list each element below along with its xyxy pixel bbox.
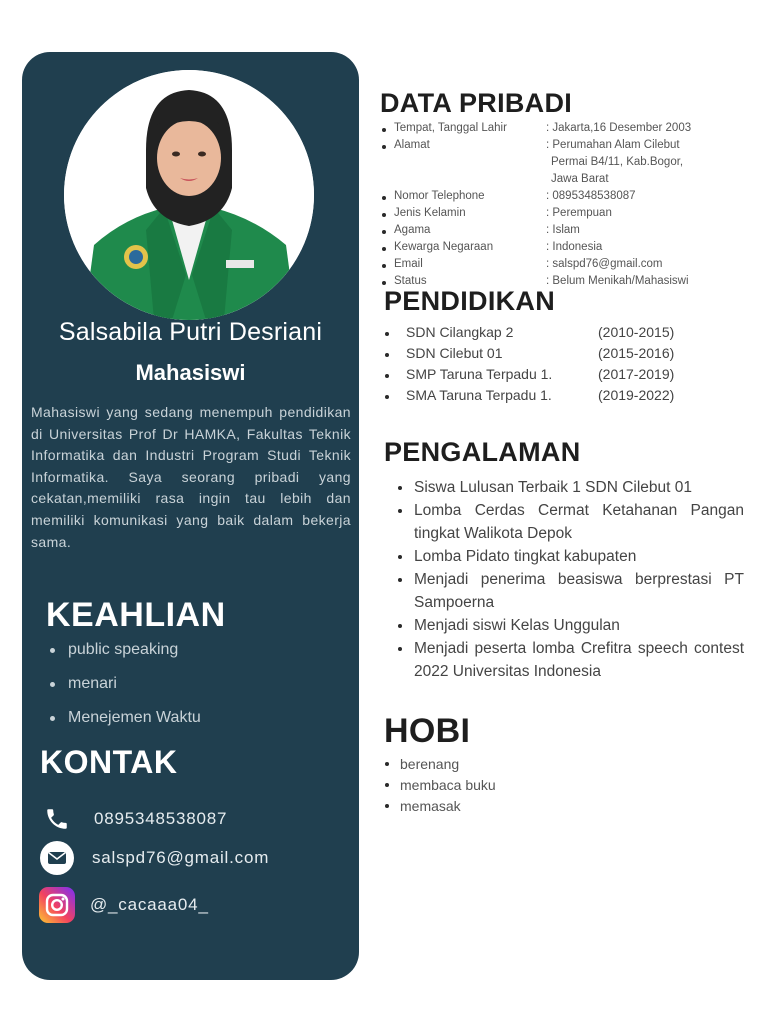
experience-heading: PENGALAMAN xyxy=(384,437,581,467)
education-row xyxy=(380,324,740,345)
personal-row xyxy=(380,258,740,275)
personal-value: : Perumahan Alam Cilebut Permai B4/11, Kab.Bogor, Jawa Barat xyxy=(546,139,684,185)
personal-row xyxy=(380,224,740,241)
profile-summary: Mahasiswi yang sedang menempuh pendidikan di Universitas Prof Dr HAMKA, Fakultas Teknik Informatika dan Industri Program Studi Teknik Informatika. Saya seorang pribadi yang cekatan,memiliki rasa ingin tau lebih dan memiliki komunikasi yang baik dalam bekerja sama. xyxy=(31,404,351,550)
contact-instagram[interactable] xyxy=(38,886,209,924)
hobby-item: berenang xyxy=(380,754,680,775)
hobby-heading: HOBI xyxy=(384,712,471,750)
personal-row xyxy=(380,139,740,190)
personal-label: Jenis Kelamin xyxy=(394,207,466,219)
personal-value: : Belum Menikah/Mahasiswi xyxy=(546,275,689,287)
experience-item: Siswa Lulusan Terbaik 1 SDN Cilebut 01 xyxy=(380,476,744,499)
personal-label: Tempat, Tanggal Lahir xyxy=(394,122,507,134)
sidebar xyxy=(22,52,359,980)
education-years: (2017-2019) xyxy=(598,366,675,382)
profile-role: Mahasiswi xyxy=(135,360,246,385)
personal-value: : salspd76@gmail.com xyxy=(546,258,663,270)
personal-data-list xyxy=(380,122,740,292)
profile-photo xyxy=(64,70,314,320)
skill-item: Menejemen Waktu xyxy=(48,707,201,741)
personal-label: Alamat xyxy=(394,139,430,151)
education-heading: PENDIDIKAN xyxy=(384,286,556,316)
personal-label: Nomor Telephone xyxy=(394,190,485,202)
education-school: SMP Taruna Terpadu 1. xyxy=(406,366,553,382)
contact-phone[interactable] xyxy=(38,800,227,838)
experience-item: Menjadi peserta lomba Crefitra speech contest 2022 Universitas Indonesia xyxy=(380,637,744,683)
personal-heading: DATA PRIBADI xyxy=(380,88,573,118)
experience-list xyxy=(380,476,744,683)
personal-row xyxy=(380,122,740,139)
portrait-illustration xyxy=(64,70,314,320)
hobby-item: membaca buku xyxy=(380,775,680,796)
personal-value: : Perempuan xyxy=(546,207,612,219)
personal-value: : Islam xyxy=(546,224,580,236)
personal-row xyxy=(380,241,740,258)
experience-item: Lomba Pidato tingkat kabupaten xyxy=(380,545,744,568)
personal-value: : Indonesia xyxy=(546,241,603,253)
personal-label: Email xyxy=(394,258,423,270)
skill-item: menari xyxy=(48,673,201,707)
experience-item: Menjadi siswi Kelas Unggulan xyxy=(380,614,744,637)
experience-item: Lomba Cerdas Cermat Ketahanan Pangan tingkat Walikota Depok xyxy=(380,499,744,545)
skills-list xyxy=(48,639,201,741)
mail-icon xyxy=(38,839,76,877)
personal-value: : 0895348538087 xyxy=(546,190,636,202)
education-list xyxy=(380,324,740,408)
contact-phone-text: 0895348538087 xyxy=(94,809,228,828)
skill-item: public speaking xyxy=(48,639,201,673)
contact-email-text: salspd76@gmail.com xyxy=(92,848,270,867)
education-school: SDN Cilangkap 2 xyxy=(406,324,514,340)
personal-label: Kewarga Negaraan xyxy=(394,241,494,253)
instagram-icon xyxy=(38,886,76,924)
phone-icon xyxy=(38,800,76,838)
contact-email[interactable] xyxy=(38,839,269,877)
personal-label: Status xyxy=(394,275,427,287)
education-row xyxy=(380,387,740,408)
personal-row xyxy=(380,207,740,224)
hobby-item: memasak xyxy=(380,796,680,817)
personal-label: Agama xyxy=(394,224,431,236)
hobby-list xyxy=(380,754,680,817)
profile-name: Salsabila Putri Desriani xyxy=(58,318,323,346)
contact-heading: KONTAK xyxy=(40,744,178,780)
experience-item: Menjadi penerima beasiswa berprestasi PT Sampoerna xyxy=(380,568,744,614)
personal-row xyxy=(380,190,740,207)
education-school: SMA Taruna Terpadu 1. xyxy=(406,387,552,403)
contact-instagram-text: @_cacaaa04_ xyxy=(90,895,209,914)
personal-value: : Jakarta,16 Desember 2003 xyxy=(546,122,692,134)
education-row xyxy=(380,366,740,387)
education-years: (2015-2016) xyxy=(598,345,675,361)
education-years: (2019-2022) xyxy=(598,387,675,403)
education-school: SDN Cilebut 01 xyxy=(406,345,503,361)
education-years: (2010-2015) xyxy=(598,324,675,340)
skills-heading: KEAHLIAN xyxy=(46,596,226,634)
education-row xyxy=(380,345,740,366)
